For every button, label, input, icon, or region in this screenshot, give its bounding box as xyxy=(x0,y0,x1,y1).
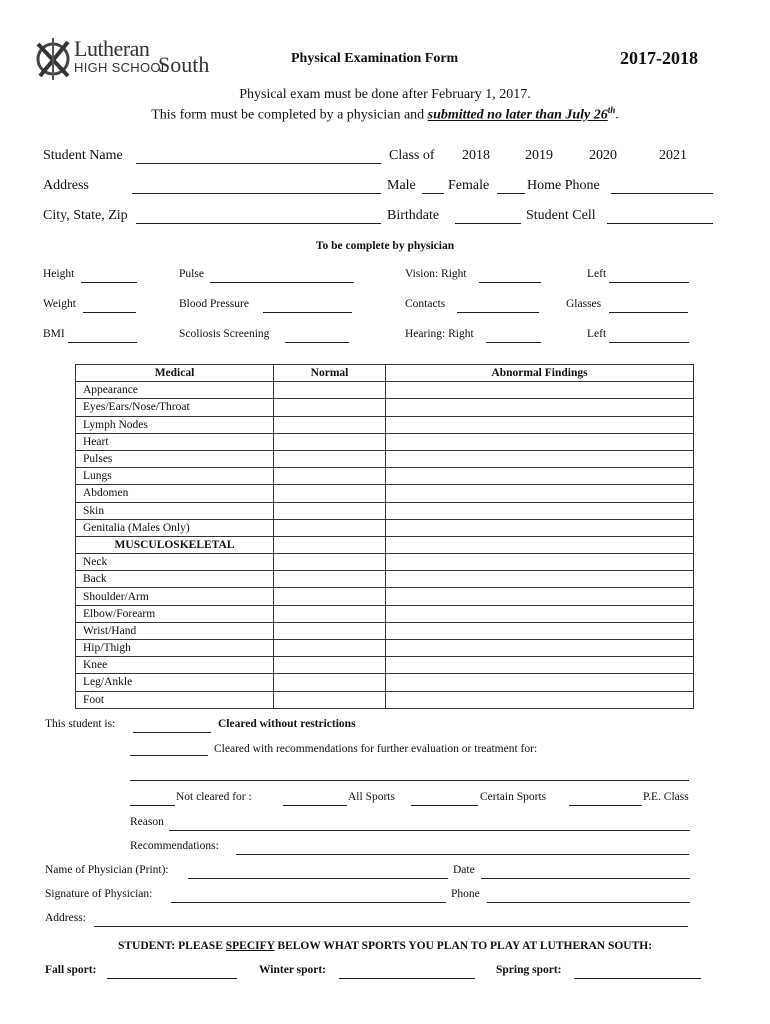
certain-sports-label: Certain Sports xyxy=(480,791,547,803)
cleared-rec-details-field[interactable] xyxy=(130,768,689,781)
logo-text-high-school: HIGH SCHOOL xyxy=(74,60,169,75)
abnormal-findings-cell[interactable] xyxy=(386,450,694,467)
exam-item-label: Hip/Thigh xyxy=(76,640,274,657)
table-row xyxy=(76,382,694,399)
submission-deadline: submitted no later than July 26 xyxy=(427,107,608,123)
exam-item-label: Lungs xyxy=(76,468,274,485)
abnormal-findings-cell[interactable] xyxy=(386,588,694,605)
phone-label: Phone xyxy=(451,888,480,900)
logo-text-lutheran: Lutheran xyxy=(74,36,150,61)
table-row xyxy=(76,433,694,450)
vision-left-field[interactable] xyxy=(609,270,689,283)
reason-field[interactable] xyxy=(169,818,690,831)
pulse-label: Pulse xyxy=(179,268,204,280)
pe-class-field[interactable] xyxy=(569,793,642,806)
class-year-2021[interactable]: 2021 xyxy=(659,148,687,163)
spring-sport-label: Spring sport: xyxy=(496,964,562,976)
spring-sport-field[interactable] xyxy=(574,966,701,979)
home-phone-label: Home Phone xyxy=(527,178,600,193)
normal-column-header: Normal xyxy=(274,365,386,382)
student-name-field[interactable] xyxy=(136,151,381,164)
female-field[interactable] xyxy=(497,181,525,194)
normal-cell[interactable] xyxy=(274,554,386,571)
abnormal-findings-cell[interactable] xyxy=(386,519,694,536)
normal-cell[interactable] xyxy=(274,622,386,639)
address-label: Address xyxy=(43,178,89,193)
cleared-field[interactable] xyxy=(133,720,211,733)
table-row xyxy=(76,571,694,588)
normal-cell[interactable] xyxy=(274,605,386,622)
vision-right-field[interactable] xyxy=(479,270,541,283)
winter-sport-field[interactable] xyxy=(339,966,475,979)
exam-item-label: Leg/Ankle xyxy=(76,674,274,691)
medical-findings-table xyxy=(75,364,694,709)
exam-item-label: Neck xyxy=(76,554,274,571)
logo-text-south: South xyxy=(158,52,210,77)
normal-cell[interactable] xyxy=(274,536,386,553)
table-row xyxy=(76,468,694,485)
physician-name-field[interactable] xyxy=(188,866,448,879)
normal-cell[interactable] xyxy=(274,519,386,536)
cleared-without-restrictions: Cleared without restrictions xyxy=(218,718,356,730)
normal-cell[interactable] xyxy=(274,657,386,674)
form-year: 2017-2018 xyxy=(620,48,698,68)
abnormal-findings-cell[interactable] xyxy=(386,605,694,622)
exam-item-label: Abdomen xyxy=(76,485,274,502)
blood-pressure-label: Blood Pressure xyxy=(179,298,249,310)
abnormal-findings-cell[interactable] xyxy=(386,416,694,433)
normal-cell[interactable] xyxy=(274,433,386,450)
table-row xyxy=(76,674,694,691)
student-cell-label: Student Cell xyxy=(526,208,596,223)
normal-cell[interactable] xyxy=(274,399,386,416)
normal-cell[interactable] xyxy=(274,640,386,657)
normal-cell[interactable] xyxy=(274,571,386,588)
clearance-label: This student is: xyxy=(45,718,116,730)
table-row xyxy=(76,416,694,433)
exam-item-label: Pulses xyxy=(76,450,274,467)
physician-address-label: Address: xyxy=(45,912,86,924)
normal-cell[interactable] xyxy=(274,416,386,433)
musculoskeletal-section-row xyxy=(76,536,694,553)
birthdate-label: Birthdate xyxy=(387,208,440,223)
student-name-label: Student Name xyxy=(43,148,123,163)
reason-label: Reason xyxy=(130,816,164,828)
exam-item-label: Foot xyxy=(76,691,274,708)
table-row xyxy=(76,519,694,536)
home-phone-field[interactable] xyxy=(611,181,713,194)
sports-instruction-specify: SPECIFY xyxy=(225,940,275,952)
table-row xyxy=(76,485,694,502)
hearing-right-field[interactable] xyxy=(486,330,541,343)
table-row xyxy=(76,554,694,571)
abnormal-findings-cell[interactable] xyxy=(386,468,694,485)
blood-pressure-field[interactable] xyxy=(263,300,352,313)
height-field[interactable] xyxy=(81,270,137,283)
normal-cell[interactable] xyxy=(274,450,386,467)
physician-signature-label: Signature of Physician: xyxy=(45,888,153,900)
physician-address-field[interactable] xyxy=(94,914,688,927)
cleared-rec-field[interactable] xyxy=(130,743,208,756)
contacts-label: Contacts xyxy=(405,298,446,310)
city-state-zip-field[interactable] xyxy=(136,211,381,224)
abnormal-findings-column-header: Abnormal Findings xyxy=(386,365,694,382)
abnormal-findings-cell[interactable] xyxy=(386,640,694,657)
abnormal-findings-cell[interactable] xyxy=(386,622,694,639)
birthdate-field[interactable] xyxy=(455,211,521,224)
hearing-left-field[interactable] xyxy=(609,330,689,343)
deadline-suffix: th xyxy=(607,105,616,115)
all-sports-label: All Sports xyxy=(348,791,395,803)
weight-field[interactable] xyxy=(83,300,136,313)
exam-item-label: Genitalia (Males Only) xyxy=(76,519,274,536)
musculoskeletal-heading: MUSCULOSKELETAL xyxy=(76,536,274,553)
abnormal-findings-cell[interactable] xyxy=(386,433,694,450)
date-label: Date xyxy=(453,864,475,876)
abnormal-findings-cell[interactable] xyxy=(386,554,694,571)
class-of-label: Class of xyxy=(389,148,435,163)
height-label: Height xyxy=(43,268,75,280)
table-row xyxy=(76,622,694,639)
exam-item-label: Skin xyxy=(76,502,274,519)
recommendations-label: Recommendations: xyxy=(130,840,219,852)
female-label: Female xyxy=(448,178,490,193)
school-logo xyxy=(34,36,224,84)
hearing-left-label: Left xyxy=(587,328,607,340)
pe-class-label: P.E. Class xyxy=(643,791,689,803)
exam-item-label: Appearance xyxy=(76,382,274,399)
normal-cell[interactable] xyxy=(274,674,386,691)
sports-instruction-post: BELOW WHAT SPORTS YOU PLAN TO PLAY AT LUTHERAN SOUTH: xyxy=(274,940,653,952)
exam-item-label: Shoulder/Arm xyxy=(76,588,274,605)
physician-section-heading: To be complete by physician xyxy=(315,240,455,252)
scoliosis-label: Scoliosis Screening xyxy=(179,328,270,340)
class-year-2018[interactable]: 2018 xyxy=(462,148,490,163)
not-cleared-field[interactable] xyxy=(130,793,175,806)
table-row xyxy=(76,605,694,622)
cross-emblem-icon xyxy=(34,36,72,82)
table-row xyxy=(76,502,694,519)
form-title: Physical Examination Form xyxy=(291,51,459,66)
class-year-2020[interactable]: 2020 xyxy=(589,148,617,163)
normal-cell[interactable] xyxy=(274,588,386,605)
exam-item-label: Knee xyxy=(76,657,274,674)
fall-sport-label: Fall sport: xyxy=(45,964,97,976)
table-row xyxy=(76,588,694,605)
glasses-field[interactable] xyxy=(609,300,688,313)
male-label: Male xyxy=(387,178,416,193)
abnormal-findings-cell[interactable] xyxy=(386,691,694,708)
glasses-label: Glasses xyxy=(566,298,602,310)
abnormal-findings-cell[interactable] xyxy=(386,382,694,399)
contacts-field[interactable] xyxy=(457,300,539,313)
male-field[interactable] xyxy=(422,181,444,194)
pulse-field[interactable] xyxy=(210,270,354,283)
sports-instruction xyxy=(0,940,770,952)
submission-note xyxy=(0,105,770,124)
scoliosis-field[interactable] xyxy=(285,330,349,343)
exam-item-label: Lymph Nodes xyxy=(76,416,274,433)
submission-note-text: This form must be completed by a physician and xyxy=(151,107,428,123)
abnormal-findings-cell[interactable] xyxy=(386,502,694,519)
table-row xyxy=(76,657,694,674)
normal-cell[interactable] xyxy=(274,485,386,502)
exam-item-label: Back xyxy=(76,571,274,588)
bmi-field[interactable] xyxy=(68,330,137,343)
all-sports-field[interactable] xyxy=(283,793,347,806)
submission-note-end: . xyxy=(615,107,619,123)
recommendations-field[interactable] xyxy=(236,842,689,855)
address-field[interactable] xyxy=(132,181,381,194)
exam-item-label: Eyes/Ears/Nose/Throat xyxy=(76,399,274,416)
medical-table-body xyxy=(76,382,694,709)
normal-cell[interactable] xyxy=(274,468,386,485)
hearing-right-label: Hearing: Right xyxy=(405,328,474,340)
fall-sport-field[interactable] xyxy=(107,966,237,979)
vision-right-label: Vision: Right xyxy=(405,268,467,280)
phone-field[interactable] xyxy=(487,890,690,903)
class-year-2019[interactable]: 2019 xyxy=(525,148,553,163)
student-cell-field[interactable] xyxy=(607,211,713,224)
table-row xyxy=(76,640,694,657)
certain-sports-field[interactable] xyxy=(411,793,478,806)
abnormal-findings-cell[interactable] xyxy=(386,485,694,502)
physician-name-label: Name of Physician (Print): xyxy=(45,864,169,876)
abnormal-findings-cell[interactable] xyxy=(386,571,694,588)
vision-left-label: Left xyxy=(587,268,607,280)
abnormal-findings-cell[interactable] xyxy=(386,536,694,553)
exam-item-label: Elbow/Forearm xyxy=(76,605,274,622)
abnormal-findings-cell[interactable] xyxy=(386,657,694,674)
normal-cell[interactable] xyxy=(274,502,386,519)
exam-item-label: Wrist/Hand xyxy=(76,622,274,639)
normal-cell[interactable] xyxy=(274,691,386,708)
table-row xyxy=(76,450,694,467)
date-field[interactable] xyxy=(481,866,690,879)
exam-item-label: Heart xyxy=(76,433,274,450)
normal-cell[interactable] xyxy=(274,382,386,399)
not-cleared-label: Not cleared for : xyxy=(176,791,252,803)
abnormal-findings-cell[interactable] xyxy=(386,399,694,416)
weight-label: Weight xyxy=(43,298,76,310)
cleared-with-recommendations: Cleared with recommendations for further evaluation or treatment for: xyxy=(214,743,538,755)
table-row xyxy=(76,691,694,708)
bmi-label: BMI xyxy=(43,328,65,340)
sports-instruction-pre: STUDENT: PLEASE xyxy=(117,940,226,952)
table-header-row xyxy=(76,365,694,382)
table-row xyxy=(76,399,694,416)
exam-date-note: Physical exam must be done after February 1, 2017. xyxy=(239,87,531,102)
medical-column-header: Medical xyxy=(76,365,274,382)
city-state-zip-label: City, State, Zip xyxy=(43,208,128,223)
abnormal-findings-cell[interactable] xyxy=(386,674,694,691)
physician-signature-field[interactable] xyxy=(171,890,446,903)
winter-sport-label: Winter sport: xyxy=(259,964,326,976)
